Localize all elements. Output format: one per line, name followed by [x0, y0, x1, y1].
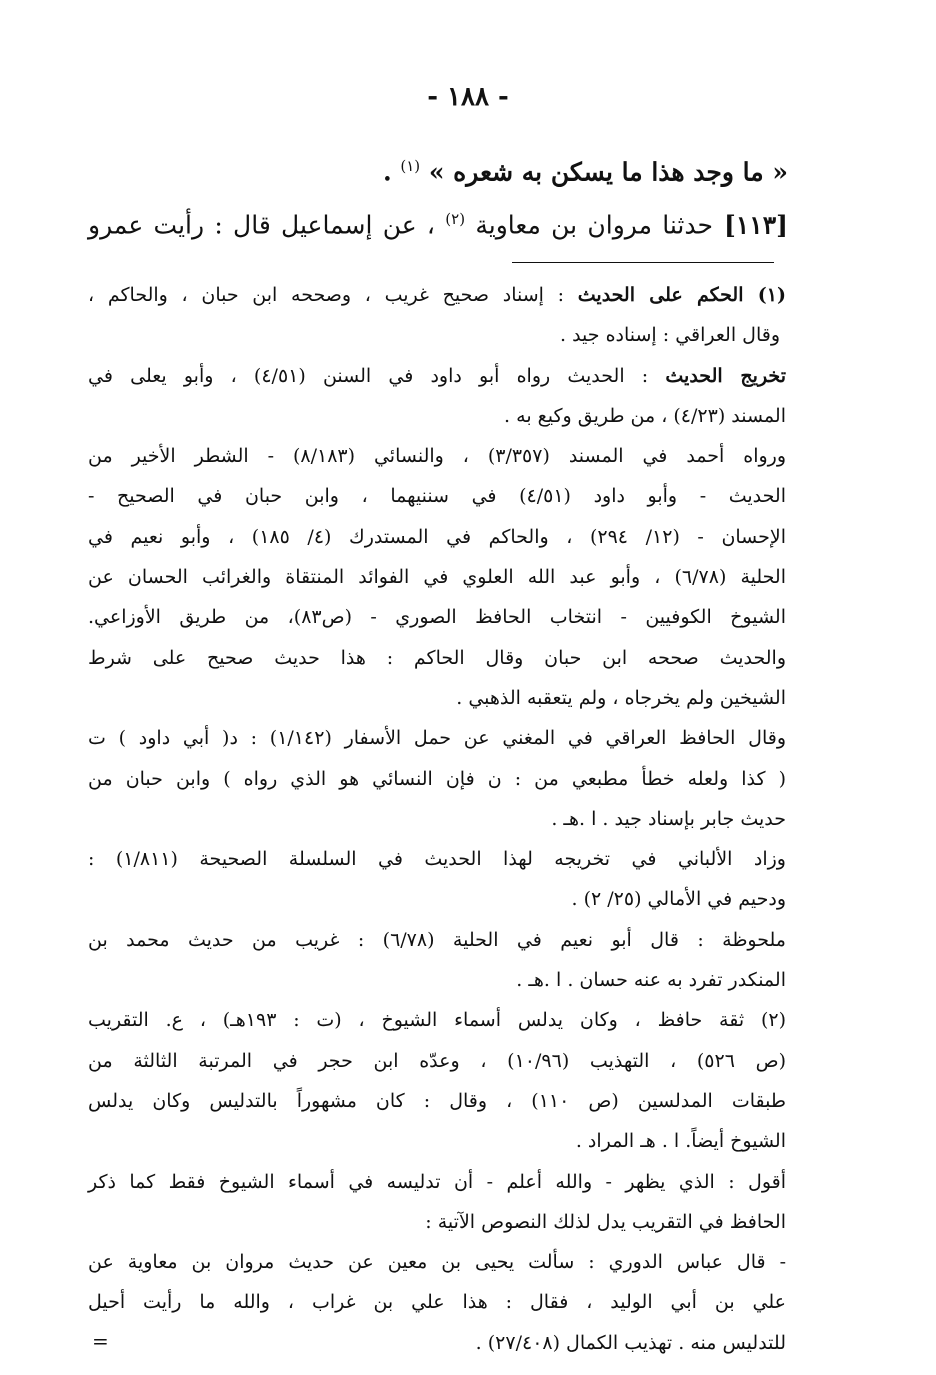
- footnote-line: [88, 1162, 786, 1202]
- footnote-line: [88, 1000, 786, 1040]
- footnote-text: - قال عباس الدوري : سألت يحيى بن معين عن حديث مروان بن معاوية عن: [88, 1251, 786, 1274]
- footnote-line: [88, 476, 786, 516]
- footnote-text: المسند (٤/٢٣) ، من طريق وكيع به .: [504, 404, 786, 427]
- footnote-line: [88, 1081, 786, 1121]
- main-text-line-1: [88, 142, 788, 196]
- footnote-text: والحديث صححه ابن حبان وقال الحاكم : هذا حديث صحيح على شرط: [88, 646, 786, 669]
- line-end: .: [382, 157, 401, 187]
- footnote-text: ودحيم في الأمالي (٢٥/ ٢) .: [571, 888, 786, 911]
- hadith-number: [١١٣]: [712, 210, 788, 240]
- footnote-text: ( كذا ولعله خطأ مطبعي من : ن فإن النسائي هو الذي رواه ) وابن حبان من: [88, 767, 786, 790]
- footnote-text: حديث جابر بإسناد جيد . ا .هـ .: [551, 807, 786, 830]
- footnote-text: الحافظ في التقريب يدل لذلك النصوص الآتية :: [425, 1210, 786, 1233]
- footnote-line: [88, 879, 786, 919]
- footnote-heading: تخريج الحديث: [665, 364, 786, 387]
- footnote-line: [88, 436, 786, 476]
- footnote-text: الشيخين ولم يخرجاه ، ولم يتعقبه الذهبي .: [456, 686, 786, 709]
- footnote-line: [88, 1242, 786, 1282]
- footnote-text: ورواه أحمد في المسند (٣/٣٥٧) ، والنسائي (٨/١٨٣) - الشطر الأخير من: [88, 445, 786, 468]
- footnote-line: [88, 799, 786, 839]
- footnote-heading: (١) الحكم على الحديث: [577, 284, 786, 306]
- footnote-line: [88, 275, 786, 315]
- footnote-text: وقال العراقي : إسناده جيد .: [560, 324, 780, 347]
- footnote-line: [88, 960, 786, 1000]
- footnote-text: للتدليس منه . تهذيب الكمال (٢٧/٤٠٨) .: [475, 1331, 786, 1354]
- continuation-mark: =: [92, 1328, 109, 1353]
- footnote-line: [88, 1041, 786, 1081]
- footnote-line: [88, 557, 786, 597]
- footnote-line: [88, 315, 786, 355]
- footnote-text: (ص ٥٢٦) ، التهذيب (١٠/٩٦) ، وعدّه ابن حجر في المرتبة الثالثة من: [88, 1049, 786, 1072]
- page-number: - ١٨٨ -: [427, 82, 509, 112]
- footnote-text: : الحديث رواه أبو داود في السنن (٤/٥١) ، وأبو يعلى في: [88, 364, 666, 387]
- footnote-ref-1: (١): [400, 157, 421, 175]
- footnote-line: [88, 638, 786, 678]
- footnote-line: [88, 1282, 786, 1322]
- footnote-line: [88, 1323, 786, 1363]
- footnote-text: الإحسان - (١٢/ ٢٩٤) ، والحاكم في المستدرك (٤/ ١٨٥) ، وأبو نعيم في: [88, 525, 786, 548]
- footnote-text: طبقات المدلسين (ص ١١٠) ، وقال : كان مشهوراً بالتدليس وكان يدلس: [88, 1089, 786, 1112]
- footnotes-section: [88, 275, 786, 1363]
- narration-rest: ، عن إسماعيل قال : رأيت عمرو: [88, 210, 446, 240]
- footnote-line: [88, 396, 786, 436]
- footnote-line: [88, 597, 786, 637]
- footnote-text: (٢) ثقة حافظ ، وكان يدلس أسماء الشيوخ ، (ت : ١٩٣هـ) ، ع. التقريب: [88, 1009, 787, 1032]
- footnote-text: وزاد الألباني في تخريجه لهذا الحديث في السلسلة الصحيحة (١/٨١١) :: [88, 848, 786, 871]
- quoted-statement: « ما وجد هذا ما يسكن به شعره »: [420, 157, 788, 187]
- footnote-line: [88, 839, 786, 879]
- footnote-text: أقول : الذي يظهر - والله أعلم - أن تدليسه في أسماء الشيوخ فقط كما ذكر: [88, 1170, 786, 1193]
- footnote-line: [88, 1202, 786, 1242]
- footnote-line: [88, 517, 786, 557]
- footnote-text: الشيوخ الكوفيين - انتخاب الحافظ الصوري - (ص٨٣)، من طريق الأوزاعي.: [88, 606, 786, 629]
- footnote-text: المنكدر تفرد به عنه حسان . ا .هـ .: [516, 969, 786, 992]
- main-text-line-2: [88, 195, 788, 249]
- footnote-line: [88, 1121, 786, 1161]
- footnote-text: الحديث - وأبو داود (٤/٥١) في سننيهما ، وابن حبان في الصحيح -: [88, 485, 786, 508]
- footnote-line: [88, 356, 786, 396]
- footnote-line: [88, 718, 786, 758]
- footnote-line: [88, 920, 786, 960]
- footnote-text: الحلية (٦/٧٨) ، وأبو عبد الله العلوي في الفوائد المنتقاة والغرائب الحسان عن: [88, 566, 787, 589]
- footnote-text: وقال الحافظ العراقي في المغني عن حمل الأسفار (١/١٤٢) : د( أبي داود ) ت: [88, 727, 786, 750]
- footnote-ref-2: (٢): [445, 210, 466, 228]
- footnote-text: الشيوخ أيضاً. ا . هـ المراد .: [575, 1130, 786, 1153]
- footnote-divider: [512, 262, 774, 263]
- footnote-text: علي بن أبي الوليد ، فقال : هذا علي بن غراب ، والله ما رأيت أحيل: [88, 1291, 786, 1314]
- narration-start: حدثنا مروان بن معاوية: [465, 210, 713, 240]
- footnote-text: ملحوظة : قال أبو نعيم في الحلية (٦/٧٨) : غريب من حديث محمد بن: [88, 928, 786, 951]
- footnote-text: : إسناد صحيح غريب ، وصححه ابن حبان ، والحاكم ،: [88, 284, 578, 306]
- footnote-line: [88, 678, 786, 718]
- footnote-line: [88, 759, 786, 799]
